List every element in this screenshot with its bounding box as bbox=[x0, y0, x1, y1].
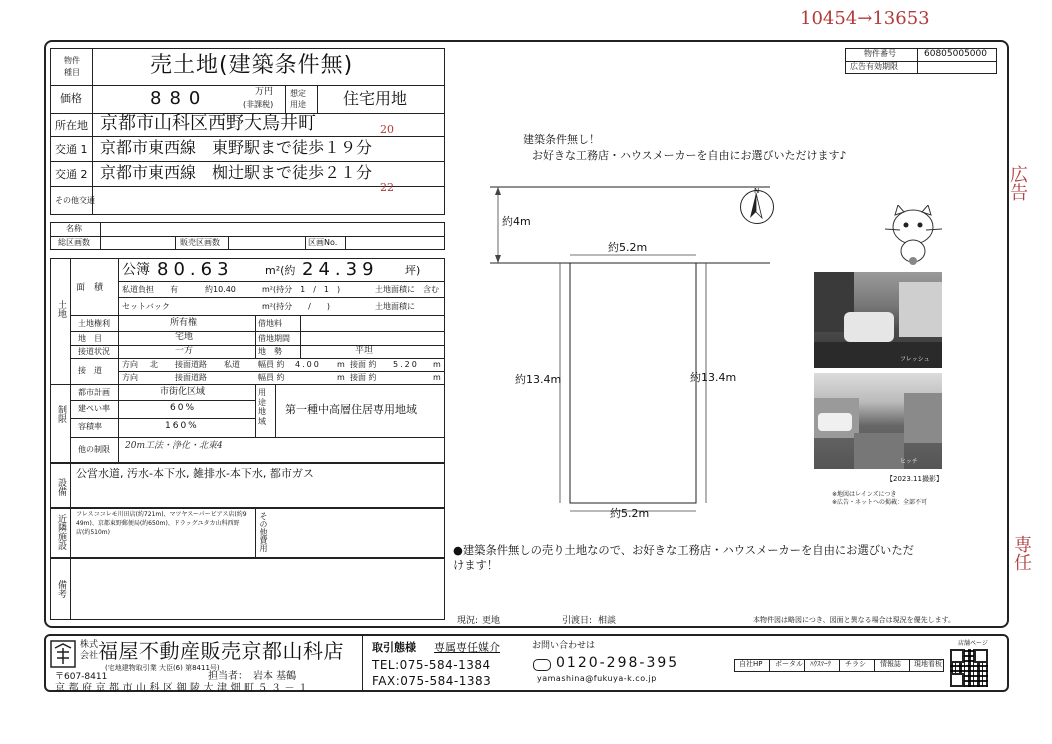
area-value: 80.63 bbox=[157, 259, 234, 280]
price-unit: 万円 bbox=[255, 87, 274, 97]
email-address[interactable]: yamashina@fukuya-k.co.jp bbox=[537, 674, 657, 683]
promo-line-1: ●建築条件無しの売り土地なので、お好きな工務店・ハウスメーカーを自由にお選びいただ bbox=[453, 544, 914, 557]
city-plan-value: 市街化区域 bbox=[160, 387, 206, 397]
area-unit: m²(約 bbox=[265, 264, 296, 277]
company-address: 京都府京都市山科区御陵大津畑町５３－１ bbox=[55, 683, 312, 694]
disclaimer: 本物件図は略図につき、図面と異なる場合は現況を優先します。 bbox=[753, 616, 956, 624]
qr-code-icon[interactable] bbox=[950, 649, 988, 687]
restrictions-side-label: 制限 bbox=[56, 405, 66, 423]
trade-value: 専属専任媒介 bbox=[434, 641, 500, 654]
land-category-value: 宅地 bbox=[175, 332, 194, 342]
company-name: 福屋不動産販売京都山科店 bbox=[98, 639, 344, 663]
tsubo-value: 24.39 bbox=[302, 259, 379, 280]
freedial-number[interactable]: 0120-298-395 bbox=[556, 655, 680, 671]
photo-street-1 bbox=[814, 272, 942, 368]
name-label: 名称 bbox=[66, 224, 82, 233]
transport-1-value: 京都市東西線 東野駅まで徒歩１９分 bbox=[100, 138, 373, 157]
price-label: 価格 bbox=[60, 92, 82, 105]
tel-number[interactable]: TEL:075-584-1384 bbox=[372, 658, 491, 672]
area-included-value: 含む bbox=[423, 285, 439, 294]
contact-person: 岩本 基鶴 bbox=[253, 671, 297, 682]
price-value: 880 bbox=[150, 88, 209, 109]
transport-2-value: 京都市東西線 椥辻駅まで徒歩２１分 bbox=[100, 163, 373, 182]
lease-period-label: 借地期間 bbox=[258, 334, 290, 343]
zoning-value: 第一種中高層住居専用地域 bbox=[285, 403, 417, 416]
qr-label: 店舗ページ bbox=[958, 640, 988, 647]
road-depth: 約4m bbox=[502, 215, 531, 228]
private-road-area: 約10.40 bbox=[205, 285, 236, 294]
property-type: 売土地(建築条件無) bbox=[150, 53, 354, 78]
setback-label: セットバック bbox=[122, 302, 170, 311]
for-sale-lots-label: 販売区画数 bbox=[180, 238, 220, 247]
fax-number: FAX:075-584-1383 bbox=[372, 674, 492, 688]
left-depth: 約13.4m bbox=[515, 373, 562, 386]
nearby-value-1: フレスココレモ川田店(約721m)、マツヤスーパービアス店(約9 bbox=[76, 511, 247, 518]
handwritten-note-exclusive: 専任 bbox=[1011, 535, 1032, 571]
land-category-label: 地 目 bbox=[78, 334, 102, 343]
lot-no-label: 区画No. bbox=[308, 238, 338, 247]
inquiry-label: お問い合わせは bbox=[532, 641, 596, 651]
contact-person-label: 担当者： bbox=[208, 671, 248, 682]
handover-value: 相談 bbox=[598, 616, 617, 626]
terrain-value: 平坦 bbox=[355, 346, 374, 356]
property-no: 60805005000 bbox=[924, 49, 987, 59]
bcr-label: 建ぺい率 bbox=[78, 404, 110, 413]
intended-use-label: 想定 用途 bbox=[290, 89, 306, 110]
intended-use: 住宅用地 bbox=[343, 89, 408, 108]
total-lots-label: 総区画数 bbox=[58, 238, 90, 247]
price-tax-note: (非課税) bbox=[243, 100, 274, 109]
location-label: 所在地 bbox=[55, 119, 88, 132]
promo-line-2: けます！ bbox=[453, 559, 499, 572]
land-rights-value: 所有権 bbox=[170, 318, 198, 328]
cat-mascot-icon bbox=[880, 205, 945, 265]
photo-note-2: ※広告・ネットへの掲載：全部不可 bbox=[832, 499, 928, 506]
photo-caption-date: 【2023.11撮影】 bbox=[886, 475, 943, 483]
private-road-share: m²(持分 1 / 1 ) bbox=[262, 285, 341, 294]
handwritten-note-ad: 広告 bbox=[1007, 165, 1028, 201]
location-value: 京都市山科区西野大鳥井町 bbox=[100, 113, 316, 134]
tsubo-unit: 坪) bbox=[405, 264, 421, 277]
access-value: 一方 bbox=[175, 346, 194, 356]
current-status-label: 現況: bbox=[457, 616, 479, 626]
area-kind: 公簿 bbox=[122, 262, 150, 278]
other-restrictions-label: 他の制限 bbox=[78, 445, 110, 454]
property-no-label: 物件番号 bbox=[864, 49, 896, 58]
city-plan-label: 都市計画 bbox=[78, 388, 110, 397]
transport-2-label: 交通 2 bbox=[55, 168, 88, 181]
terrain-label: 地 勢 bbox=[258, 347, 282, 356]
area-label: 面 積 bbox=[76, 283, 104, 293]
other-costs-label: その他費用 bbox=[259, 512, 268, 552]
walk-correction-1: 20 bbox=[380, 123, 394, 136]
far-value: 160% bbox=[165, 421, 199, 431]
trade-label: 取引態様 bbox=[372, 641, 416, 654]
media-own-site[interactable]: 自社HP bbox=[739, 660, 763, 668]
right-depth: 約13.4m bbox=[690, 371, 737, 384]
media-flyer[interactable]: チラシ bbox=[845, 660, 866, 668]
diagram-headline-2: お好きな工務店・ハウスメーカーを自由にお選びいただけます♪ bbox=[532, 149, 847, 162]
setback-share: m²(持分 / ) bbox=[262, 302, 330, 311]
private-road-label: 私道負担 bbox=[122, 285, 154, 294]
current-status-value: 更地 bbox=[482, 616, 501, 626]
freedial-icon bbox=[533, 659, 551, 671]
setback-included-label: 土地面積に bbox=[375, 302, 415, 311]
north-label: N bbox=[754, 187, 760, 195]
transport-1-label: 交通 1 bbox=[55, 143, 88, 156]
land-rights-label: 土地権利 bbox=[78, 319, 110, 328]
nearby-side-label: 近隣施設 bbox=[56, 514, 66, 550]
company-prefix: 株式 会社 bbox=[80, 640, 99, 661]
access-label: 接道状況 bbox=[78, 347, 110, 356]
far-label: 容積率 bbox=[78, 422, 102, 431]
media-magazine[interactable]: 情報誌 bbox=[880, 660, 901, 668]
media-signboard[interactable]: 現地看板 bbox=[914, 660, 942, 668]
other-transport-label: その他交通 bbox=[55, 196, 95, 205]
photo-street-2 bbox=[814, 373, 942, 469]
handover-label: 引渡日: bbox=[562, 616, 593, 626]
photo-note-1: ※地図はレインズにつき bbox=[832, 491, 897, 498]
remarks-side-label: 備考 bbox=[56, 580, 66, 598]
land-side-label: 土地 bbox=[56, 300, 66, 318]
road-label: 接 道 bbox=[78, 366, 102, 375]
media-housemark[interactable]: ﾊｳｽﾏｰｸ bbox=[810, 660, 831, 668]
company-logo-icon bbox=[50, 640, 76, 668]
private-road-value: 有 bbox=[170, 285, 178, 294]
bcr-value: 60% bbox=[170, 403, 197, 413]
postal-code: 〒607-8411 bbox=[55, 672, 108, 682]
facilities-side-label: 設備 bbox=[56, 478, 66, 496]
media-portal[interactable]: ポータル bbox=[775, 660, 803, 668]
handwritten-reference-numbers: 10454→13653 bbox=[800, 8, 930, 29]
walk-correction-2: 22 bbox=[380, 181, 394, 194]
license: (宅地建物取引業 大臣(6) 第8411号) bbox=[105, 664, 220, 672]
area-included-label: 土地面積に bbox=[375, 285, 415, 294]
nearby-value-2: 49m)、京都東野郵便局(約650m)、ドラッグユタカ山科西野 bbox=[76, 520, 240, 527]
nearby-value-3: 店(約510m) bbox=[76, 529, 110, 536]
diagram-headline-1: 建築条件無し！ bbox=[523, 133, 600, 146]
lease-fee-label: 借地料 bbox=[258, 319, 282, 328]
ad-period-label: 広告有効期限 bbox=[850, 62, 898, 71]
other-restrictions-handwritten: 20m工法・浄化・北東4 bbox=[125, 441, 223, 451]
photo-stamp-1: フレッシュ bbox=[900, 356, 930, 363]
property-type-label: 物件 種目 bbox=[64, 56, 80, 77]
facilities-value: 公営水道, 汚水-本下水, 雑排水-本下水, 都市ガス bbox=[76, 467, 314, 480]
bottom-width: 約5.2m bbox=[610, 507, 650, 520]
photo-stamp-2: ヒッチ bbox=[900, 458, 918, 465]
top-width: 約5.2m bbox=[608, 241, 648, 254]
zoning-label: 用途地域 bbox=[258, 388, 266, 426]
